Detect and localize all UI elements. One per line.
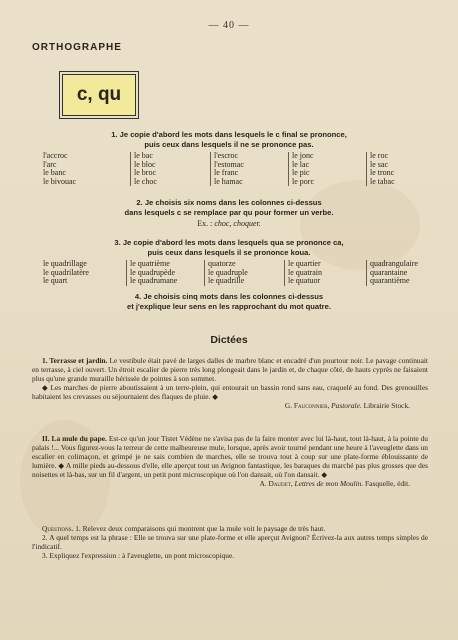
- word: quadrangulaire: [370, 259, 418, 268]
- word: le quadrilatère: [43, 267, 89, 277]
- exercise-number: 4.: [134, 292, 142, 301]
- word: l'arc: [43, 159, 57, 169]
- word: le broc: [134, 168, 156, 178]
- word: le quadrumane: [130, 276, 178, 286]
- word: le quadrillage: [43, 259, 87, 268]
- word: le quatuor: [288, 276, 321, 286]
- word: le quatrain: [288, 267, 322, 277]
- word: le pic: [292, 168, 310, 178]
- word: le bivouac: [43, 176, 77, 186]
- dictee-1: [32, 356, 428, 410]
- word: quarantaine: [370, 267, 408, 277]
- exercise-1: [0, 130, 458, 150]
- word: le quart: [43, 276, 68, 286]
- word-column: [366, 152, 446, 186]
- word: le quadrille: [208, 276, 245, 286]
- word: le lac: [292, 159, 310, 169]
- word: le sac: [370, 159, 388, 169]
- word-column: [40, 260, 126, 286]
- source-author: A. Daudet,: [259, 479, 293, 488]
- word-column: [40, 152, 130, 186]
- word-grid-1: [40, 152, 446, 186]
- dictee-title: 1. Terrasse et jardin.: [42, 356, 108, 365]
- word-column: [210, 152, 288, 186]
- word: quarantième: [370, 276, 410, 286]
- exercise-4: [0, 292, 458, 312]
- exercise-text: Je choisis six noms dans les colonnes ci-dessus: [144, 198, 322, 207]
- example-text: choc, choquer.: [214, 219, 261, 228]
- word: le hamac: [214, 176, 243, 186]
- word: le quadruple: [208, 267, 248, 277]
- word-column: [130, 152, 210, 186]
- word: le quatrième: [130, 259, 170, 268]
- dictee-2: [32, 434, 428, 488]
- word: l'escroc: [214, 151, 239, 160]
- exercise-text: Je copie d'abord les mots dans lesquels qua se prononce ca,: [122, 238, 344, 247]
- word: l'accroc: [43, 151, 68, 160]
- word: l'estomac: [214, 159, 244, 169]
- question: 2. A quel temps est la phrase : Elle se trouva sur une plate-forme et elle aperçut Avignon? Écrivez-la aux autres temps simples de l'indicatif.: [32, 533, 428, 551]
- word: le jonc: [292, 151, 314, 160]
- dictee-title: II. La mule du pape.: [42, 434, 107, 443]
- exercise-2: [0, 198, 458, 218]
- word: le tabac: [370, 176, 395, 186]
- source-work: Pastorale.: [331, 401, 362, 410]
- word-column: [366, 260, 452, 286]
- exercise-text: Je copie d'abord les mots dans lesquels le c final se prononce,: [119, 130, 347, 139]
- word-column: [284, 260, 366, 286]
- word: le tronc: [370, 168, 395, 178]
- word: le franc: [214, 168, 239, 178]
- word: le bloc: [134, 159, 156, 169]
- word: le porc: [292, 176, 314, 186]
- dictees-title: Dictées: [210, 334, 248, 346]
- exercise-number: 1.: [111, 130, 118, 139]
- word: le choc: [134, 176, 157, 186]
- section-title: ORTHOGRAPHE: [32, 42, 122, 53]
- example-prefix: Ex. :: [197, 219, 213, 228]
- source-publisher: Fasquelle, édit.: [365, 479, 410, 488]
- word-column: [288, 152, 366, 186]
- word-grid-2: [40, 260, 452, 286]
- exercise-text: et j'explique leur sens en les rapprochant du mot quatre.: [127, 302, 331, 311]
- exercise-text: puis ceux dans lesquels il ne se prononce pas.: [144, 140, 314, 149]
- dictee-source: [32, 479, 428, 488]
- dictee-text: ◆ Les marches de pierre aboutissaient à un terre-plein, qui entourait un bassin rond sans eau, craquelé au fond. Des grenouilles habitaient les crevasses ou séjournaient des flaques de pluie. ◆: [32, 383, 428, 401]
- questions-label: Questions.: [42, 524, 74, 533]
- word: le banc: [43, 168, 66, 178]
- word: le roc: [370, 151, 388, 160]
- word: le bac: [134, 151, 153, 160]
- exercise-3: [0, 238, 458, 258]
- question: 1. Relevez deux comparaisons qui montrent que la mule voit le paysage de très haut.: [75, 524, 326, 533]
- dictee-text: Le vestibule était pavé de larges dalles de marbre blanc et encadré d'un pourtour noir. Le pavage continuait en terrasse, à ciel ouvert. Un étroit escalier de pierre très long plongeait dans le jardin et, de chaque côté, de hauts cyprès ne faisaient plus qu'une grande muraille hérissée de pointes à son sommet.: [32, 356, 428, 383]
- source-publisher: Librairie Stock.: [363, 401, 410, 410]
- source-work: Lettres de mon Moulin.: [294, 479, 364, 488]
- exercise-example: [0, 219, 458, 228]
- exercise-text: puis ceux dans lesquels il se prononce koua.: [147, 248, 311, 257]
- page-number: — 40 —: [208, 20, 250, 31]
- exercise-number: 2.: [136, 198, 143, 207]
- word: le quadrupède: [130, 267, 176, 277]
- word-column: [204, 260, 284, 286]
- word: le quartier: [288, 259, 321, 268]
- source-author: G. Fauconnier,: [284, 401, 330, 410]
- dictee-source: [32, 401, 428, 410]
- questions: [32, 524, 428, 560]
- question: 3. Expliquez l'expression : à l'aveuglette, un pont microscopique.: [42, 551, 235, 560]
- exercise-number: 3.: [114, 238, 121, 247]
- word-column: [126, 260, 204, 286]
- exercise-text: Je choisis cinq mots dans les colonnes ci-dessus: [143, 292, 324, 301]
- word: quatorze: [208, 259, 236, 268]
- lesson-badge: c, qu: [62, 74, 136, 116]
- dictee-text: Est-ce qu'un jour Tistet Védène ne s'avisa pas de la faire monter avec lui là-haut, tout là-haut, à la pointe du palais !... Vous figurez-vous la terreur de cette malheureuse mule, lorsque, après avoir tourné pendant une heure à l'aveuglette dans un escalier en colimaçon, et grimpé je ne sais combien de marches, elle se trouva tout à coup sur une plate-forme éblouissante de lumière. ◆ A mille pieds au-dessous d'elle, elle aperçut tout un Avignon fantastique, les baraques du marché pas plus grosses que des noisettes et là-bas, sur un fil d'argent, un petit pont microscopique où l'on dansait, où l'on dansait. ◆: [32, 434, 429, 479]
- exercise-text: dans lesquels c se remplace par qu pour former un verbe.: [124, 208, 334, 217]
